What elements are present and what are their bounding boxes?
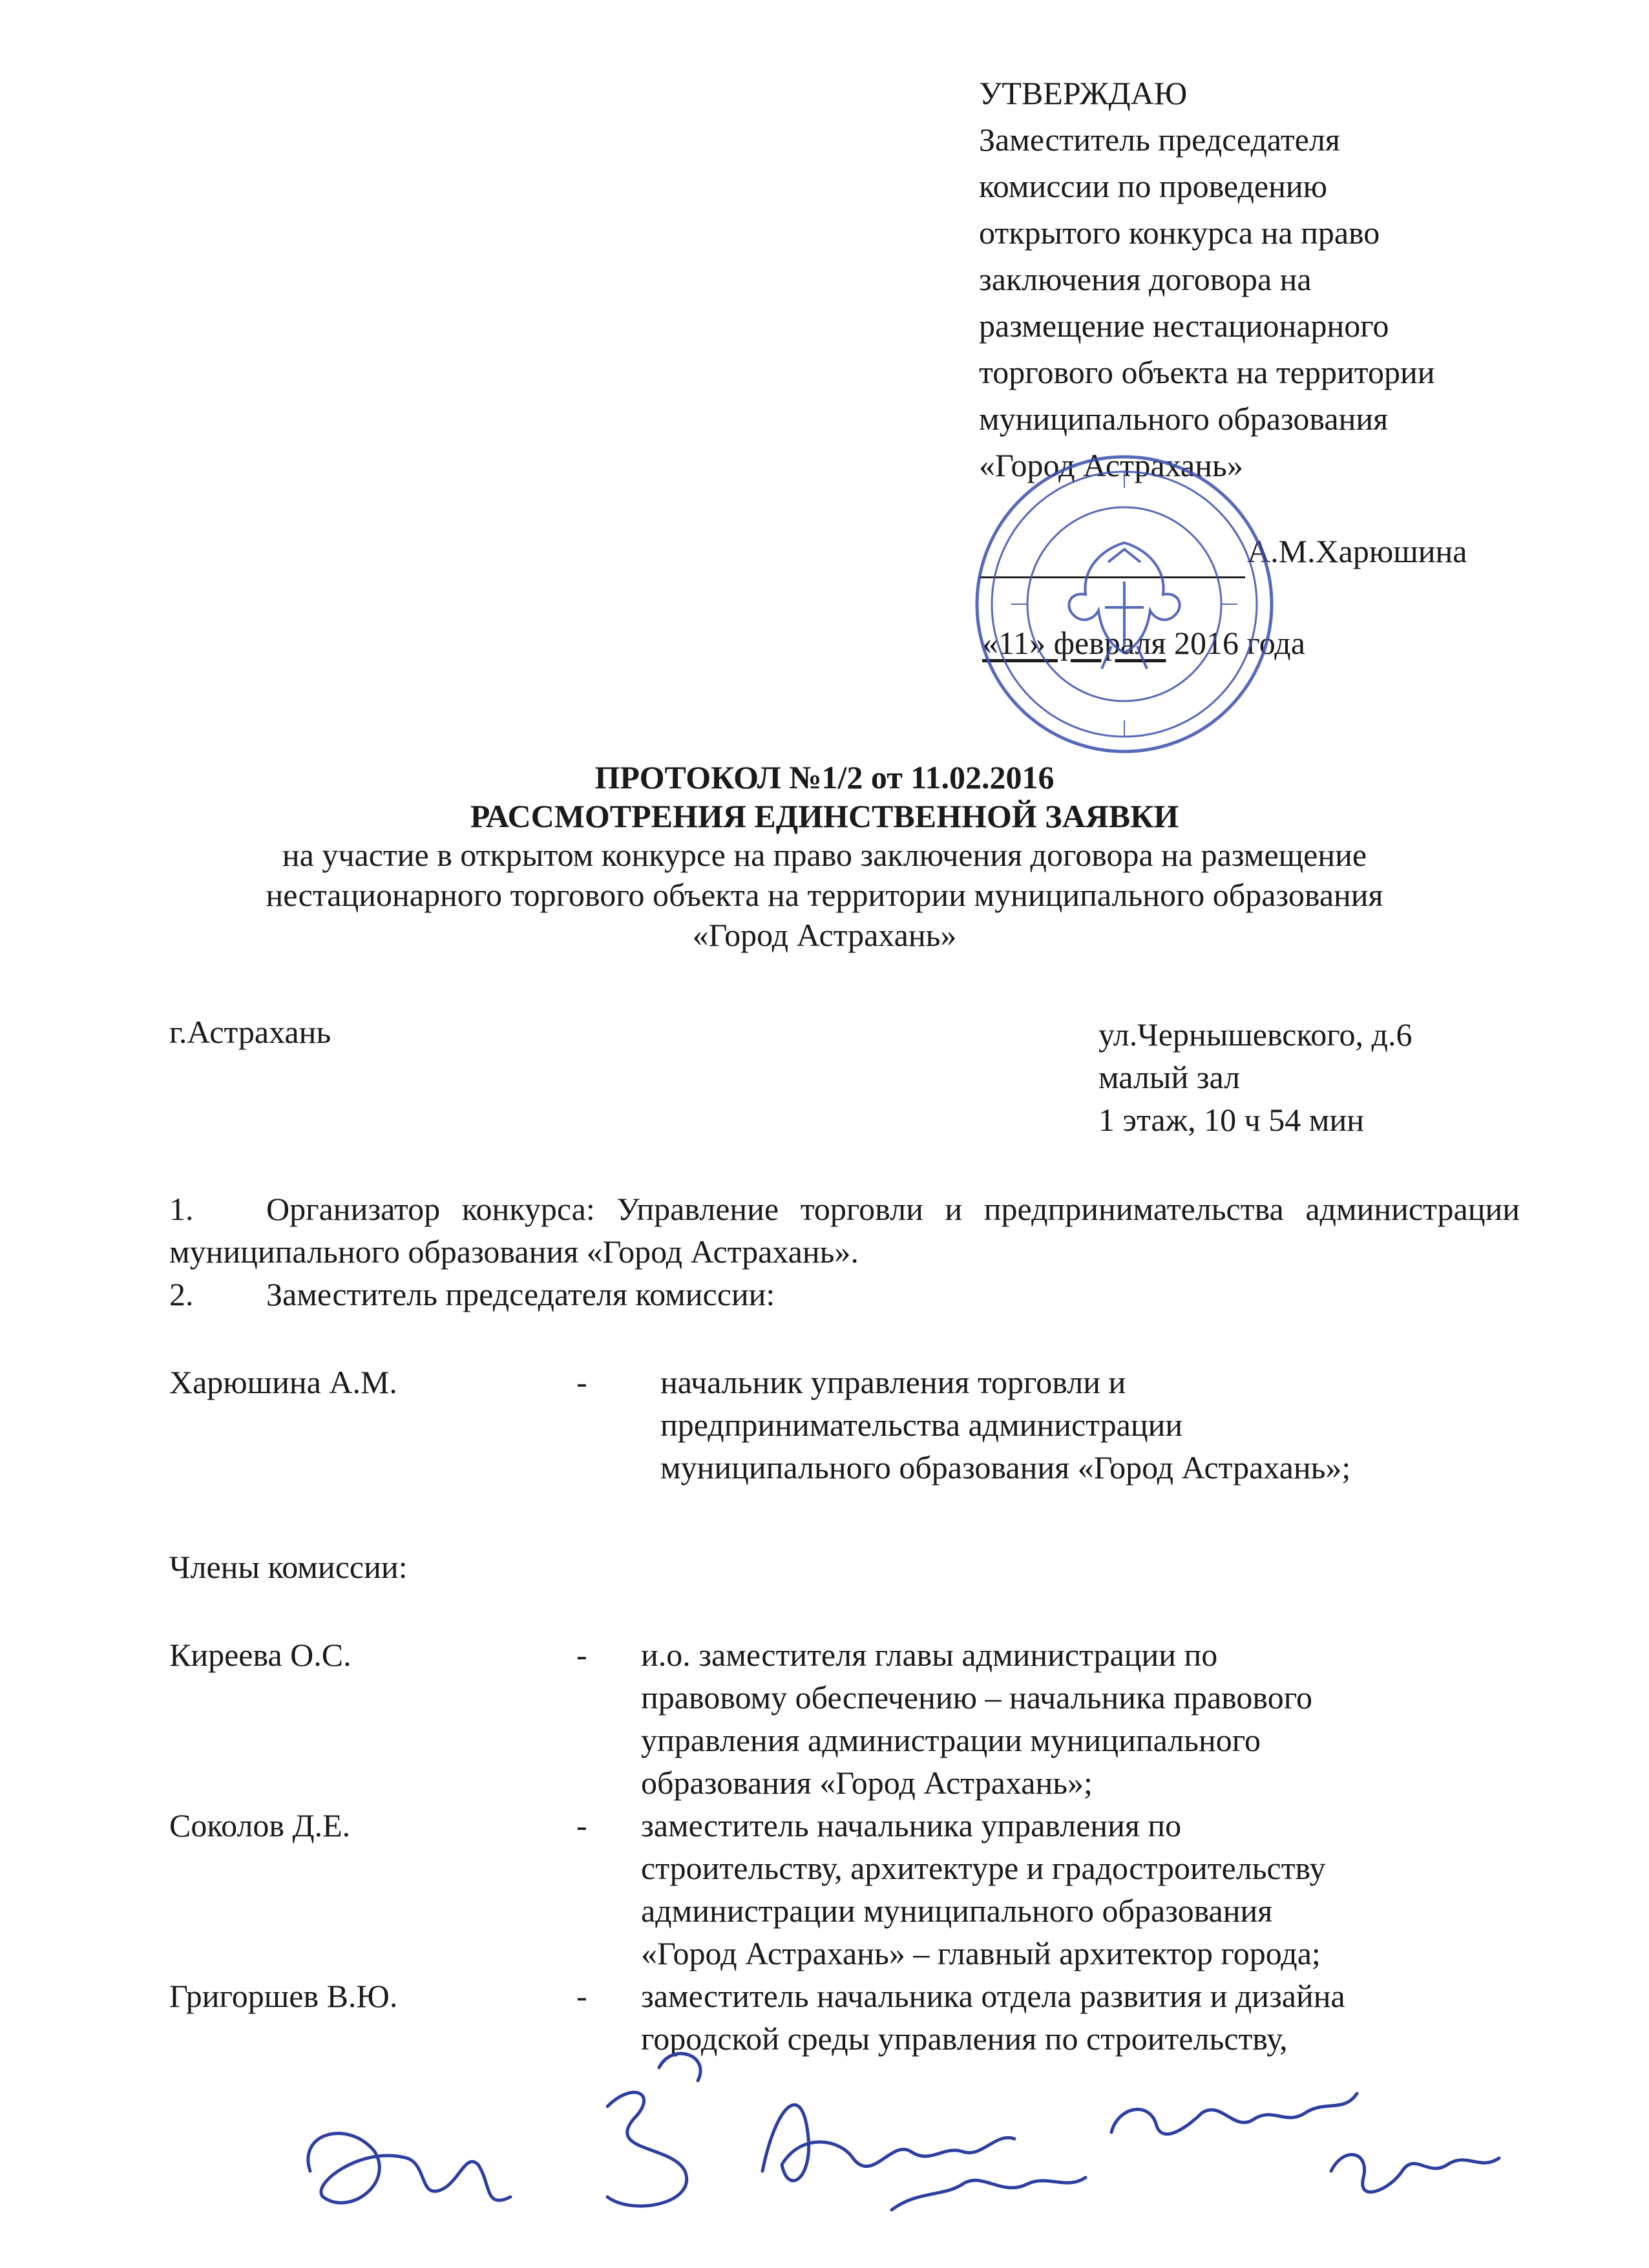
address-line: малый зал [1098, 1059, 1241, 1095]
position-line: строительству, архитектуре и градостроительству [641, 1850, 1326, 1886]
position-line: правовому обеспечению – начальника правового [641, 1679, 1312, 1716]
signature-5 [1111, 2094, 1357, 2134]
item-number: 2. [169, 1276, 194, 1312]
protocol-description [129, 835, 1520, 955]
address-line: ул.Чернышевского, д.6 [1098, 1016, 1413, 1053]
approval-block [979, 70, 1560, 488]
deputy-position [660, 1361, 1513, 1489]
item-organizer [169, 1188, 1520, 1273]
position-line: и.о. заместителя главы администрации по [641, 1637, 1218, 1673]
signature-1 [308, 2134, 510, 2203]
signature-2 [607, 2053, 700, 2206]
approval-line: заключения договора на [979, 261, 1312, 297]
protocol-title: ПРОТОКОЛ №1/2 от 11.02.2016 [594, 759, 1055, 795]
member-name: Григоршев В.Ю. [169, 1978, 398, 2014]
position-line: предпринимательства администрации [660, 1407, 1183, 1443]
approval-signer: А.М.Харюшина [1247, 533, 1467, 569]
member-name: Киреева О.С. [169, 1637, 352, 1673]
approval-line: Заместитель председателя [979, 121, 1340, 158]
position-line: образования «Город Астрахань»; [641, 1765, 1093, 1801]
position-line: заместитель начальника управления по [641, 1807, 1182, 1843]
position-line: заместитель начальника отдела развития и дизайна [641, 1978, 1345, 2014]
description-line: на участие в открытом конкурсе на право заключения договора на размещение [282, 837, 1367, 873]
item-deputy [169, 1273, 1520, 1316]
approval-line: УТВЕРЖДАЮ [979, 75, 1188, 111]
approval-line: размещение нестационарного [979, 308, 1389, 344]
approval-date-year: 2016 года [1173, 625, 1305, 661]
approval-line: открытого конкурса на право [979, 215, 1380, 251]
address [1098, 1013, 1412, 1141]
member-position [641, 1633, 1494, 1804]
members-heading: Члены комиссии: [169, 1549, 408, 1585]
position-line: муниципального образования «Город Астрахань»; [660, 1449, 1351, 1486]
protocol-subtitle-heading: РАССМОТРЕНИЯ ЕДИНСТВЕННОЙ ЗАЯВКИ [470, 798, 1179, 834]
signatures-icon [271, 2003, 1564, 2249]
position-line: администрации муниципального образования [641, 1893, 1273, 1929]
official-stamp-icon [972, 452, 1276, 756]
position-line: городской среды управления по строительству, [641, 2021, 1288, 2057]
signature-4 [892, 2178, 1086, 2210]
member-name: Соколов Д.Е. [169, 1807, 351, 1843]
dash: - [576, 1364, 587, 1400]
approval-line: комиссии по проведению [979, 168, 1327, 204]
position-line: начальник управления торговли и [660, 1364, 1126, 1400]
item-text: Организатор конкурса: Управление торговли и предпринимательства администрации муниципального образования «Город Астрахань». [169, 1191, 1520, 1270]
position-line: «Город Астрахань» – главный архитектор города; [641, 1935, 1321, 1971]
item-number: 1. [169, 1191, 194, 1227]
signature-3 [762, 2105, 1014, 2180]
approval-line: «Город Астрахань» [979, 447, 1243, 483]
address-line: 1 этаж, 10 ч 54 мин [1098, 1102, 1364, 1138]
signature-6 [1331, 2155, 1499, 2192]
city: г.Астрахань [169, 1014, 331, 1050]
approval-date-day: «11» февраля [982, 625, 1166, 661]
approval-line: торгового объекта на территории [979, 354, 1435, 390]
item-text: Заместитель председателя комиссии: [266, 1276, 775, 1312]
deputy-name: Харюшина А.М. [169, 1364, 397, 1400]
description-line: «Город Астрахань» [692, 917, 957, 953]
position-line: управления администрации муниципального [641, 1722, 1261, 1758]
dash: - [576, 1807, 587, 1843]
dash: - [576, 1637, 587, 1673]
member-position [641, 1804, 1494, 1975]
description-line: нестационарного торгового объекта на территории муниципального образования [266, 877, 1383, 913]
approval-line: муниципального образования [979, 401, 1389, 437]
dash: - [576, 1978, 587, 2014]
